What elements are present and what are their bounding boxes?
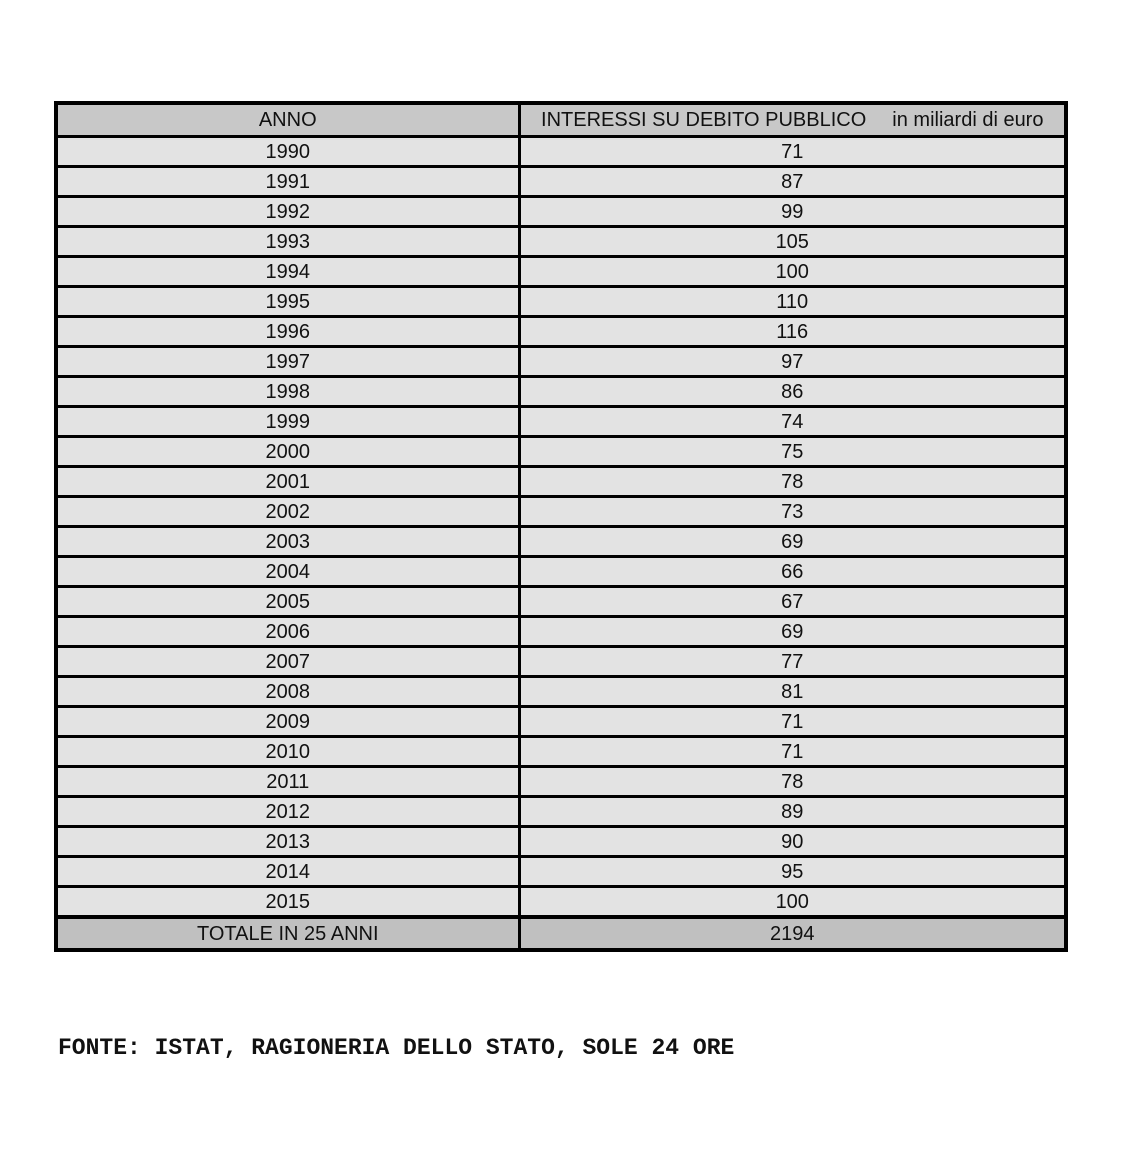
table-row xyxy=(58,197,1064,227)
cell-interessi: 71 xyxy=(519,737,1064,767)
cell-interessi: 97 xyxy=(519,347,1064,377)
cell-anno: 1990 xyxy=(58,137,519,167)
table-row xyxy=(58,797,1064,827)
cell-anno: 1999 xyxy=(58,407,519,437)
cell-anno: 2001 xyxy=(58,467,519,497)
cell-anno: 2012 xyxy=(58,797,519,827)
cell-interessi: 78 xyxy=(519,467,1064,497)
header-unit: in miliardi di euro xyxy=(892,109,1044,131)
cell-interessi: 66 xyxy=(519,557,1064,587)
cell-interessi: 86 xyxy=(519,377,1064,407)
table-row xyxy=(58,527,1064,557)
cell-interessi: 99 xyxy=(519,197,1064,227)
table-row xyxy=(58,137,1064,167)
cell-anno: 2013 xyxy=(58,827,519,857)
cell-interessi: 100 xyxy=(519,887,1064,918)
cell-anno: 1995 xyxy=(58,287,519,317)
cell-anno: 1993 xyxy=(58,227,519,257)
cell-anno: 2011 xyxy=(58,767,519,797)
table-row xyxy=(58,497,1064,527)
cell-anno: 2008 xyxy=(58,677,519,707)
table-row xyxy=(58,587,1064,617)
header-interessi-label: INTERESSI SU DEBITO PUBBLICO xyxy=(541,109,867,131)
table-header-row xyxy=(58,105,1064,137)
cell-anno: 1997 xyxy=(58,347,519,377)
table-row xyxy=(58,287,1064,317)
table-body xyxy=(58,137,1064,918)
cell-interessi: 71 xyxy=(519,707,1064,737)
table-row xyxy=(58,467,1064,497)
header-anno: ANNO xyxy=(58,105,519,137)
table-row xyxy=(58,557,1064,587)
cell-anno: 2000 xyxy=(58,437,519,467)
cell-anno: 1998 xyxy=(58,377,519,407)
cell-anno: 2010 xyxy=(58,737,519,767)
table-row xyxy=(58,407,1064,437)
cell-interessi: 87 xyxy=(519,167,1064,197)
table-row xyxy=(58,707,1064,737)
total-value: 2194 xyxy=(519,917,1064,948)
cell-interessi: 67 xyxy=(519,587,1064,617)
table-row xyxy=(58,737,1064,767)
cell-anno: 1994 xyxy=(58,257,519,287)
total-label: TOTALE IN 25 ANNI xyxy=(58,917,519,948)
table-row xyxy=(58,227,1064,257)
cell-interessi: 74 xyxy=(519,407,1064,437)
cell-interessi: 71 xyxy=(519,137,1064,167)
cell-anno: 2002 xyxy=(58,497,519,527)
cell-anno: 2007 xyxy=(58,647,519,677)
cell-anno: 2005 xyxy=(58,587,519,617)
cell-interessi: 90 xyxy=(519,827,1064,857)
cell-interessi: 77 xyxy=(519,647,1064,677)
cell-anno: 1996 xyxy=(58,317,519,347)
table-row xyxy=(58,377,1064,407)
table-row xyxy=(58,257,1064,287)
table-row xyxy=(58,857,1064,887)
cell-anno: 2014 xyxy=(58,857,519,887)
table-row xyxy=(58,677,1064,707)
table-row xyxy=(58,767,1064,797)
cell-interessi: 95 xyxy=(519,857,1064,887)
header-interessi xyxy=(519,105,1064,137)
cell-anno: 1992 xyxy=(58,197,519,227)
cell-anno: 2003 xyxy=(58,527,519,557)
cell-interessi: 89 xyxy=(519,797,1064,827)
table-row xyxy=(58,437,1064,467)
cell-anno: 2009 xyxy=(58,707,519,737)
cell-interessi: 78 xyxy=(519,767,1064,797)
cell-interessi: 69 xyxy=(519,617,1064,647)
table-row xyxy=(58,617,1064,647)
cell-interessi: 116 xyxy=(519,317,1064,347)
cell-interessi: 69 xyxy=(519,527,1064,557)
total-row xyxy=(58,917,1064,948)
interest-table-frame xyxy=(54,101,1068,952)
cell-interessi: 105 xyxy=(519,227,1064,257)
cell-interessi: 110 xyxy=(519,287,1064,317)
table-row xyxy=(58,167,1064,197)
table-row xyxy=(58,347,1064,377)
source-note: FONTE: ISTAT, RAGIONERIA DELLO STATO, SOLE 24 ORE xyxy=(58,1035,735,1061)
table-row xyxy=(58,317,1064,347)
cell-anno: 1991 xyxy=(58,167,519,197)
cell-interessi: 75 xyxy=(519,437,1064,467)
cell-interessi: 81 xyxy=(519,677,1064,707)
table-row xyxy=(58,827,1064,857)
cell-interessi: 100 xyxy=(519,257,1064,287)
table-row xyxy=(58,887,1064,918)
table-row xyxy=(58,647,1064,677)
cell-anno: 2015 xyxy=(58,887,519,918)
interest-table xyxy=(58,105,1064,948)
cell-interessi: 73 xyxy=(519,497,1064,527)
cell-anno: 2004 xyxy=(58,557,519,587)
cell-anno: 2006 xyxy=(58,617,519,647)
